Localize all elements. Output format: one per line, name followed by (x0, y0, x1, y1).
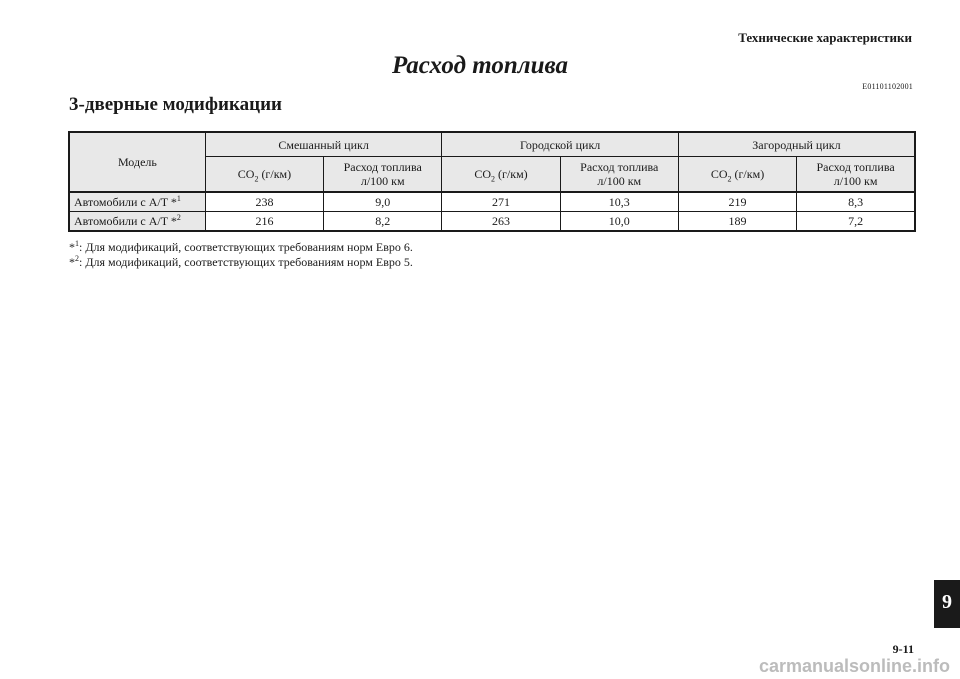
section-subtitle: 3-дверные модификации (69, 94, 282, 115)
co2-header: $CO_2$ (г/км) (678, 157, 796, 193)
page-number: 9-11 (892, 642, 914, 656)
value-cell: 216 (205, 212, 323, 232)
value-cell: 189 (678, 212, 796, 232)
co2-header: $CO_2$ (г/км) (205, 157, 323, 193)
fuel-header: Расход топлива л/100 км (560, 157, 678, 193)
value-cell: 219 (678, 192, 796, 212)
cycle-header-combined: Смешанный цикл (205, 132, 442, 157)
value-cell: 9,0 (324, 192, 442, 212)
section-tab-label: 9 (942, 591, 952, 613)
fuel-header: Расход топлива л/100 км (797, 157, 915, 193)
footnote: *$^1$: Для модификаций, соответствующих требованиям норм Евро 6. (69, 239, 413, 254)
value-cell: 10,0 (560, 212, 678, 232)
value-cell: 7,2 (797, 212, 915, 232)
document-code: E01101102001 (862, 82, 913, 91)
cycle-header-urban: Городской цикл (442, 132, 679, 157)
value-cell: 263 (442, 212, 560, 232)
fuel-consumption-table (68, 131, 916, 232)
table-row (69, 212, 915, 232)
value-cell: 10,3 (560, 192, 678, 212)
table-header-row (69, 132, 915, 157)
section-tab (934, 580, 960, 628)
watermark: carmanualsonline.info (758, 656, 950, 676)
page-title: Расход топлива (391, 52, 569, 79)
co2-header: $CO_2$ (г/км) (442, 157, 560, 193)
model-cell: Автомобили с A/T *$^2$ (69, 212, 205, 232)
value-cell: 8,2 (324, 212, 442, 232)
fuel-header: Расход топлива л/100 км (324, 157, 442, 193)
model-cell: Автомобили с A/T *$^1$ (69, 192, 205, 212)
running-header: Технические характеристики (738, 30, 912, 45)
value-cell: 271 (442, 192, 560, 212)
model-header: Модель (69, 132, 205, 192)
footnotes (69, 240, 413, 270)
table-row (69, 192, 915, 212)
cycle-header-extra-urban: Загородный цикл (678, 132, 915, 157)
footnote: *$^2$: Для модификаций, соответствующих требованиям норм Евро 5. (69, 254, 413, 269)
value-cell: 8,3 (797, 192, 915, 212)
value-cell: 238 (205, 192, 323, 212)
